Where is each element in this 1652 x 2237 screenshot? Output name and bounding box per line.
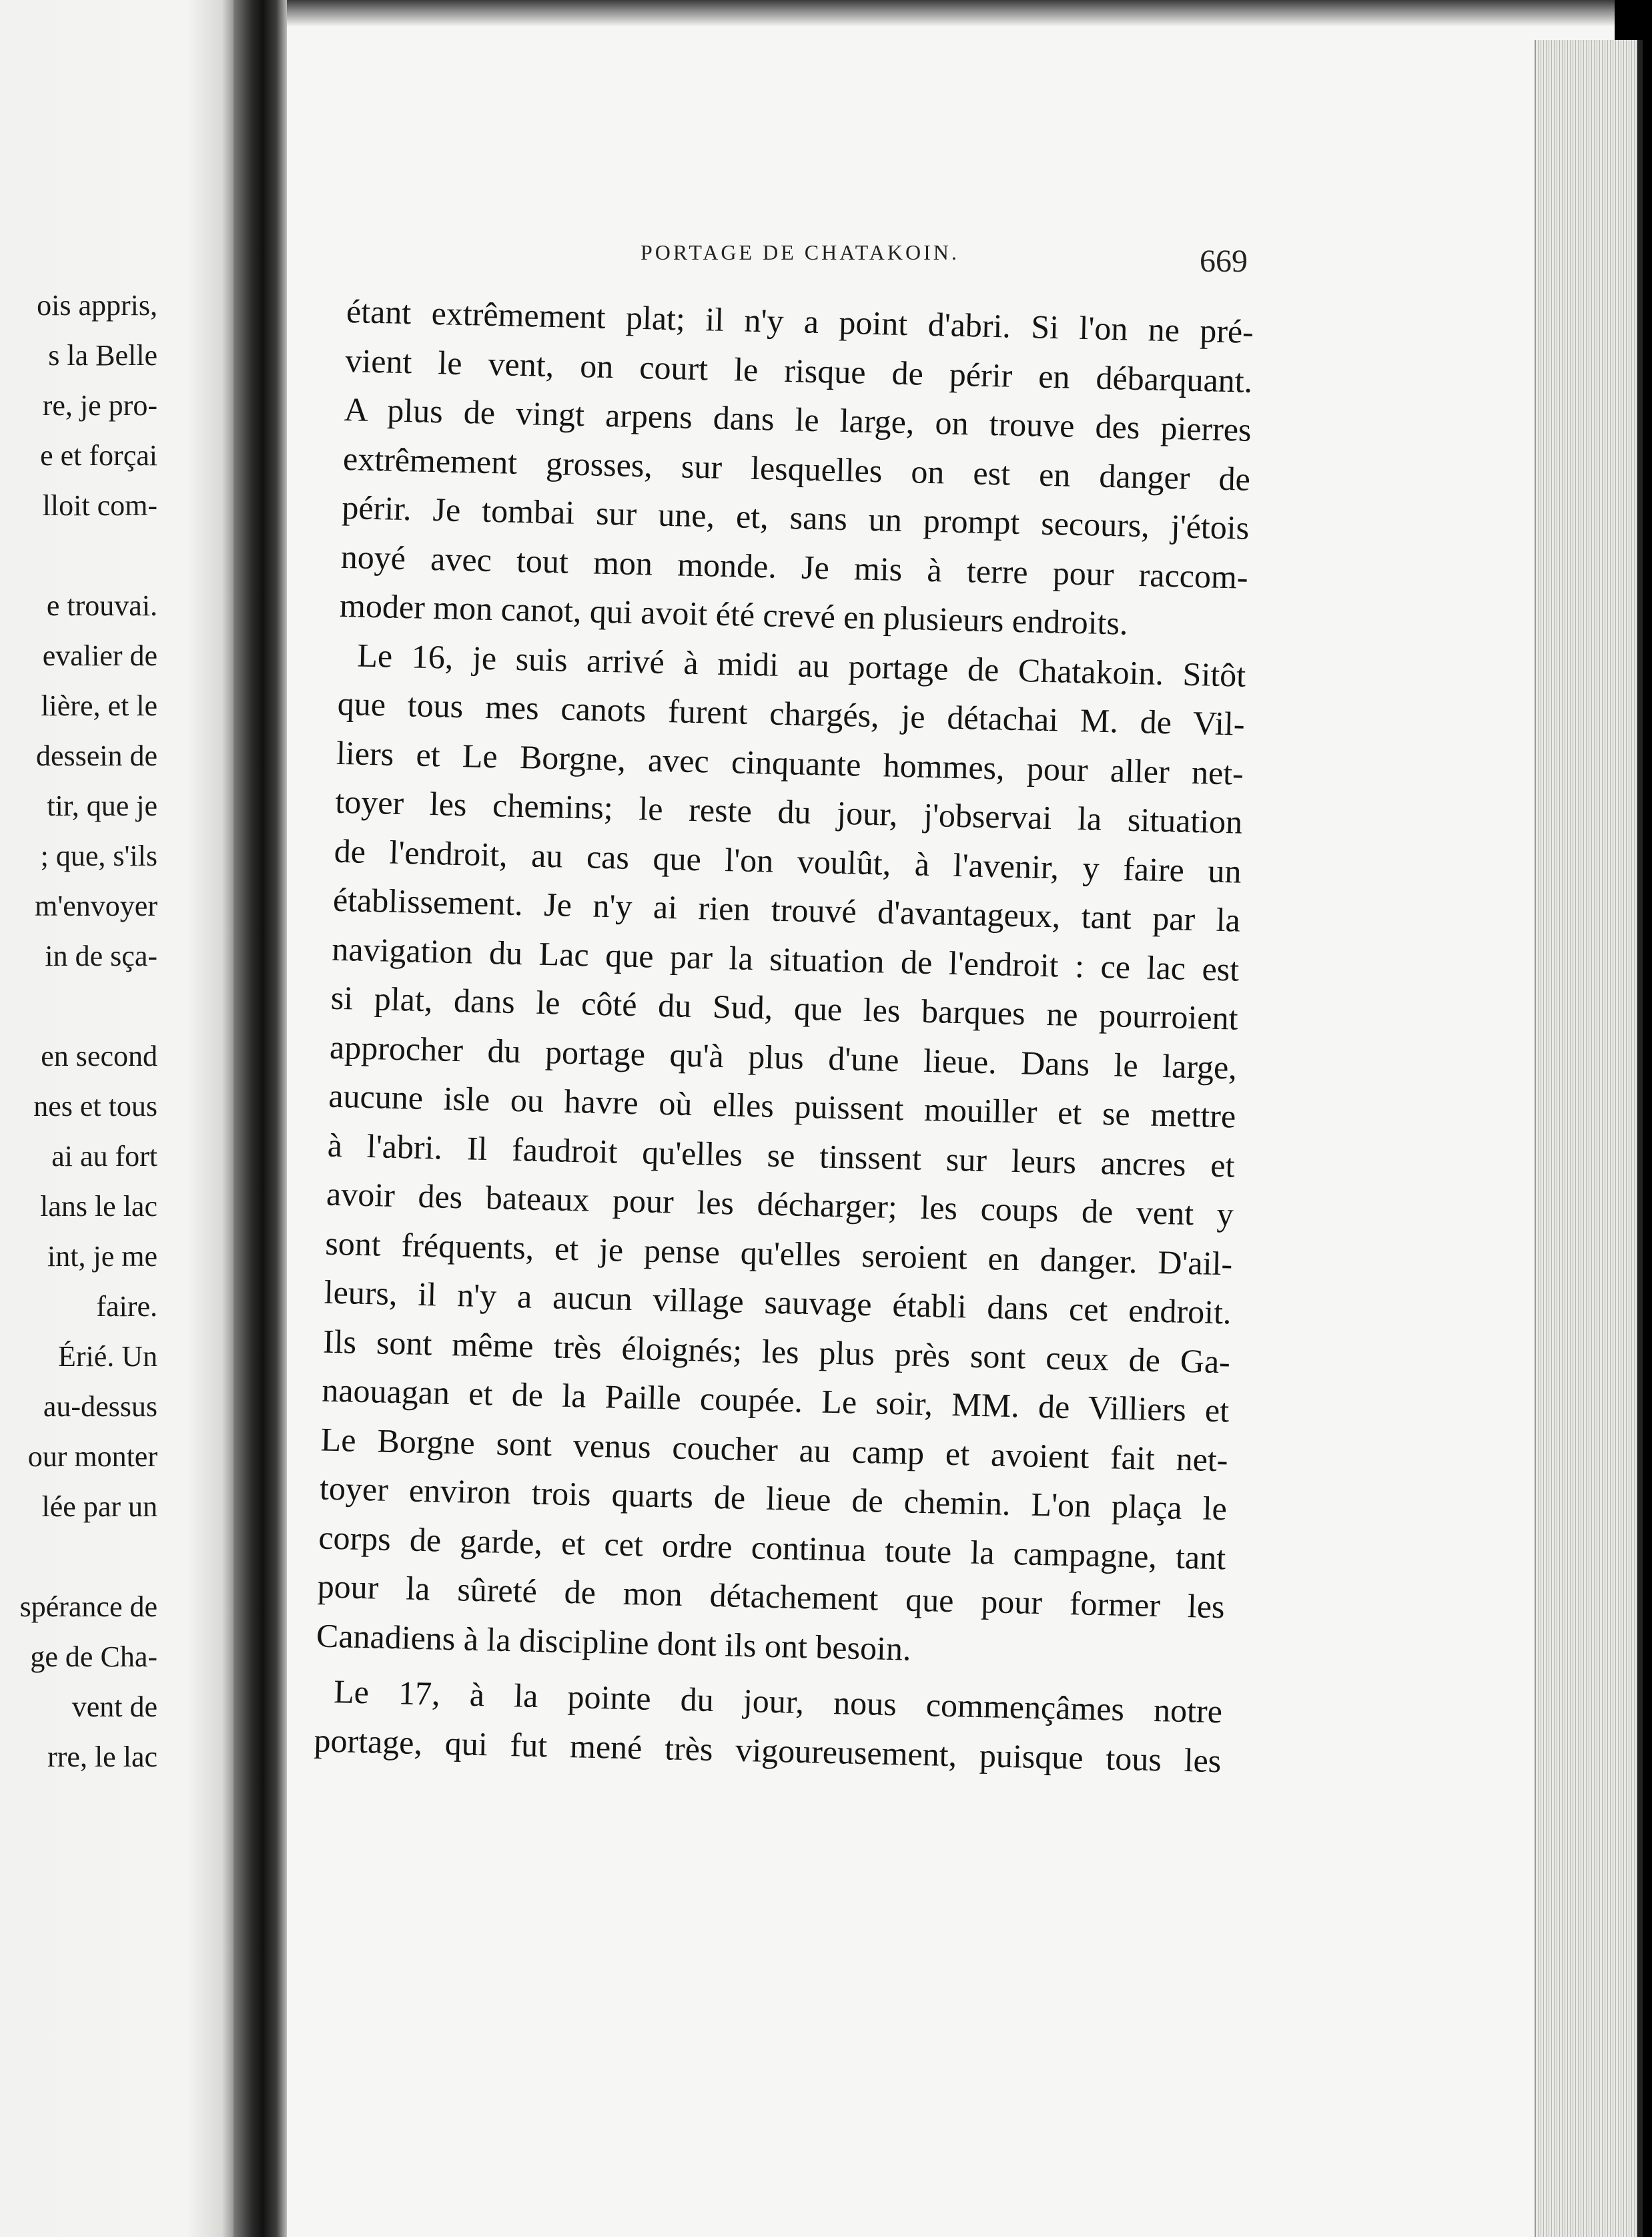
left-line: lloit com- [42,489,157,522]
left-line: nes et tous [33,1090,157,1123]
left-line: in de sça- [45,940,157,972]
text-line: Le 16, je suis arrivé à midi au portage de Chatakoin. Sitôt [356,636,1246,694]
left-line: re, je pro- [42,389,157,422]
text-line: vient le vent, on court le risque de périr en débarquant. [344,341,1253,400]
left-line: ois appris, [37,289,157,322]
left-line: lans le lac [40,1190,157,1223]
text-line: pour la sûreté de mon détachement que pour former les [317,1567,1226,1626]
left-line: en second [41,1040,157,1072]
text-line: moder mon canot, qui avoit été crevé en plusieurs endroits. [339,586,1129,642]
text-line: navigation du Lac que par la situation de l'endroit : ce lac est [331,930,1240,988]
running-header: PORTAGE DE CHATAKOIN. [641,240,959,264]
text-line: établissement. Je n'y ai rien trouvé d'avantageux, tant par la [332,880,1241,939]
left-line: evalier de [42,639,157,672]
left-line: m'envoyer [35,890,157,922]
left-line [0,981,157,1031]
left-line: int, je me [47,1240,157,1273]
body-text [314,287,1254,1785]
left-line: tir, que je [47,789,157,822]
text-line: aucune isle ou havre où elles puissent mouiller et se mettre [328,1076,1236,1135]
text-line: de l'endroit, au cas que l'on voulût, à l'avenir, y faire un [334,832,1242,890]
left-page-text [0,280,157,1782]
text-line: liers et Le Borgne, avec cinquante hommes, pour aller net- [336,733,1244,792]
text-line: Ils sont même très éloignés; les plus près sont ceux de Ga- [322,1322,1231,1380]
left-line: lière, et le [41,689,157,722]
text-line: Le 17, à la pointe du jour, nous commençâmes notre [333,1672,1223,1730]
text-line: naouagan et de la Paille coupée. Le soir, MM. de Villiers et [321,1371,1230,1429]
text-line: corps de garde, et cet ordre continua toute la campagne, tant [318,1518,1226,1576]
text-line: que tous mes canots furent chargés, je détachai M. de Vil- [337,684,1246,743]
text-line: sont fréquents, et je pense qu'elles seroient en danger. D'ail- [324,1224,1233,1282]
text-line: approcher du portage qu'à plus d'une lieue. Dans le large, [329,1028,1238,1086]
left-line: ge de Cha- [30,1640,157,1673]
left-line: faire. [96,1290,157,1323]
left-line: s la Belle [48,339,157,372]
text-line: portage, qui fut mené très vigoureusement, puisque tous les [313,1720,1222,1779]
left-line: vent de [71,1690,157,1723]
text-line: avoir des bateaux pour les décharger; les coups de vent y [326,1175,1234,1233]
left-line: our monter [27,1440,157,1473]
left-line: dessein de [35,739,157,772]
text-line: Le Borgne sont venus coucher au camp et avoient fait net- [320,1420,1229,1478]
left-line: lée par un [41,1490,157,1523]
left-line: e et forçai [40,439,157,472]
text-line: toyer environ trois quarts de lieue de chemin. L'on plaça le [319,1469,1228,1528]
left-line: spérance de [19,1590,157,1623]
left-page [0,0,234,2237]
text-line: à l'abri. Il faudroit qu'elles se tinssent sur leurs ancres et [327,1126,1236,1185]
text-line: toyer les chemins; le reste du jour, j'observai la situation [334,782,1243,841]
left-line [0,531,157,581]
left-line: e trouvai. [46,589,157,622]
text-line: si plat, dans le côté du Sud, que les barques ne pourroient [330,978,1239,1037]
text-line: Canadiens à la discipline dont ils ont besoin. [316,1616,912,1668]
text-line: extrêmement grosses, sur lesquelles on est en danger de [342,439,1251,498]
page-edges [1535,40,1643,2237]
text-line: A plus de vingt arpens dans le large, on trouve des pierres [344,390,1252,448]
book-gutter [234,0,287,2237]
left-line: ai au fort [51,1140,157,1173]
left-line: rre, le lac [47,1740,157,1773]
text-line: leurs, il n'y a aucun village sauvage établi dans cet endroit. [324,1273,1232,1331]
text-line: périr. Je tombai sur une, et, sans un prompt secours, j'étois [341,488,1250,547]
text-line: noyé avec tout mon monde. Je mis à terre pour raccom- [340,537,1249,596]
left-line: au-dessus [43,1390,157,1423]
left-line [0,1532,157,1582]
text-line: étant extrêmement plat; il n'y a point d'abri. Si l'on ne pré- [346,292,1254,350]
left-line: Érié. Un [57,1340,157,1373]
left-line: ; que, s'ils [40,840,157,872]
page-number: 669 [1200,244,1248,279]
